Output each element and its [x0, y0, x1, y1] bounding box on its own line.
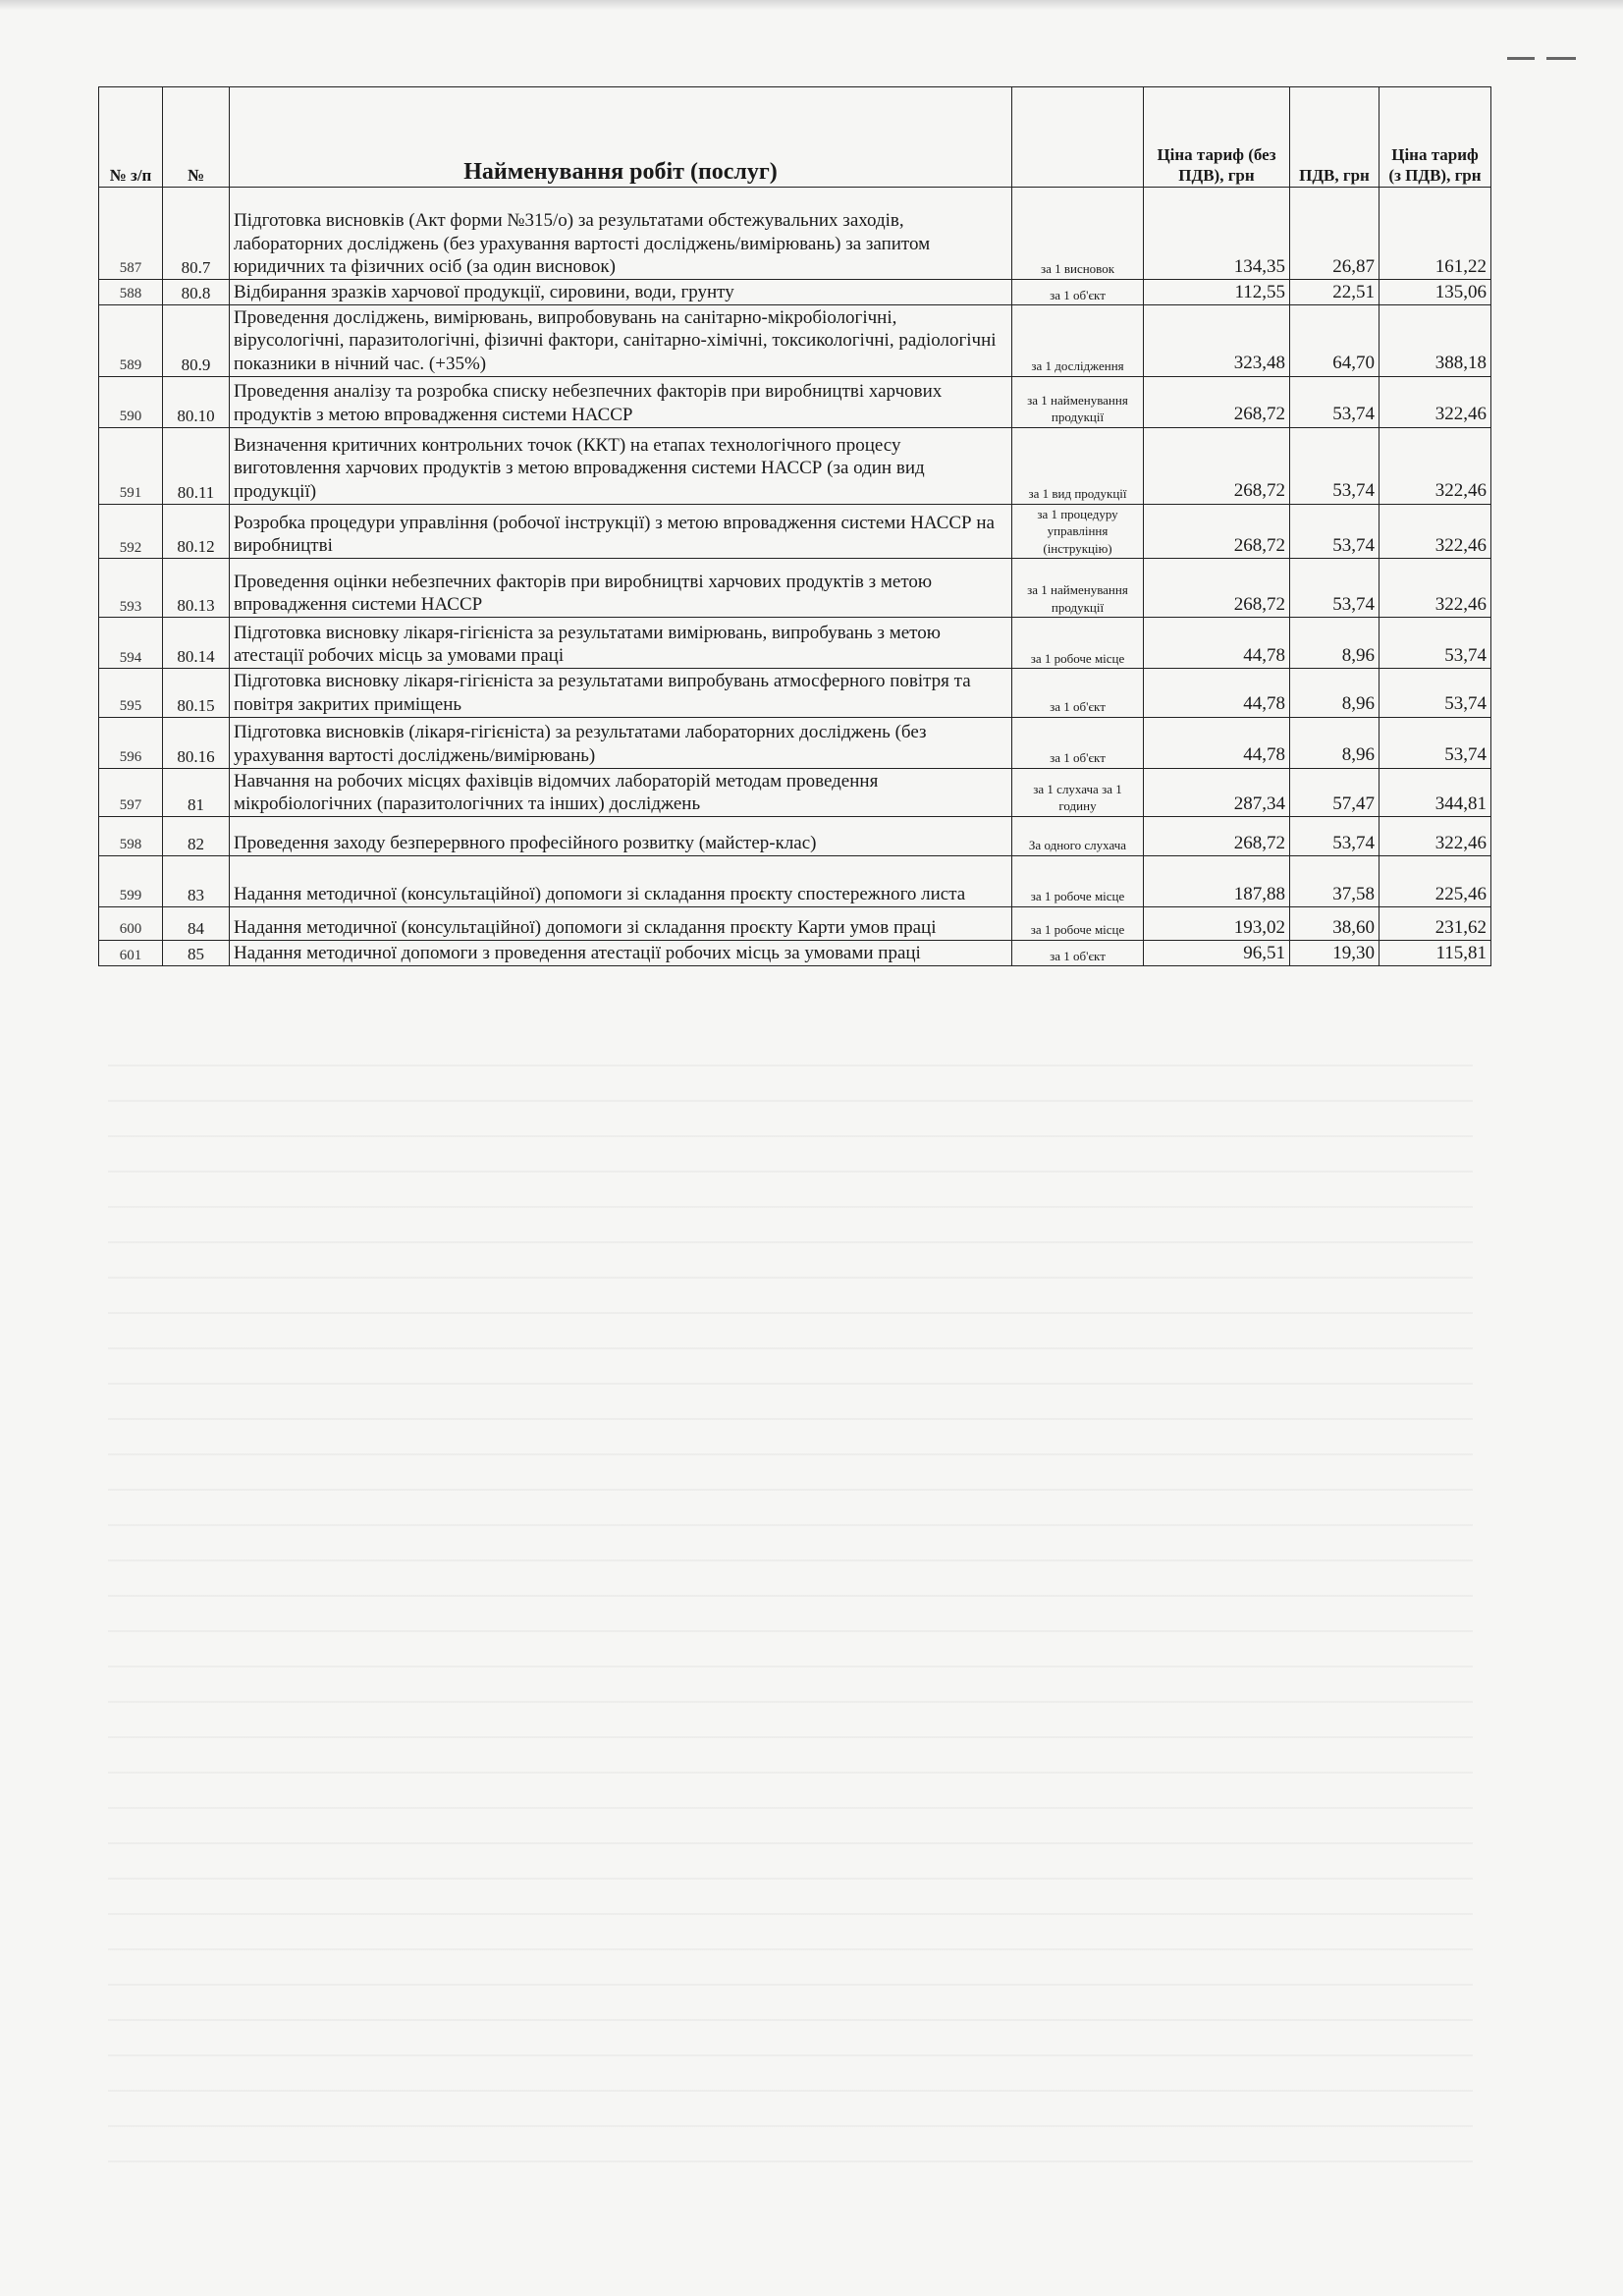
row-service-name: Відбирання зразків харчової продукції, сировини, води, грунту — [230, 280, 1012, 305]
row-code: 85 — [163, 941, 230, 966]
table-row — [99, 768, 1491, 816]
row-price-with-vat: 388,18 — [1380, 305, 1491, 377]
row-price-without-vat: 44,78 — [1144, 669, 1290, 717]
row-price-without-vat: 112,55 — [1144, 280, 1290, 305]
row-code: 80.9 — [163, 305, 230, 377]
row-vat: 57,47 — [1290, 768, 1380, 816]
row-service-name: Підготовка висновків (лікаря-гігієніста) за результатами лабораторних досліджень (без урахування вартості досліджень/вимірювань) — [230, 717, 1012, 768]
row-price-with-vat: 161,22 — [1380, 188, 1491, 280]
row-unit: за 1 процедуру управління (інструкцію) — [1012, 504, 1144, 559]
table-row — [99, 427, 1491, 504]
row-index: 597 — [99, 768, 163, 816]
row-price-without-vat: 134,35 — [1144, 188, 1290, 280]
row-price-without-vat: 44,78 — [1144, 618, 1290, 669]
row-vat: 8,96 — [1290, 618, 1380, 669]
row-unit: за 1 висновок — [1012, 188, 1144, 280]
row-code: 80.16 — [163, 717, 230, 768]
row-unit: за 1 дослідження — [1012, 305, 1144, 377]
row-index: 588 — [99, 280, 163, 305]
scan-top-edge — [0, 0, 1623, 10]
row-unit: за 1 об'єкт — [1012, 941, 1144, 966]
table-row — [99, 669, 1491, 717]
row-service-name: Визначення критичних контрольних точок (ККТ) на етапах технологічного процесу виготовлення харчових продуктів з метою впровадження системи НАССР (за один вид продукції) — [230, 427, 1012, 504]
row-service-name: Навчання на робочих місцях фахівців відомчих лабораторій методам проведення мікробіологічних (паразитологічних та інших) досліджень — [230, 768, 1012, 816]
row-code: 81 — [163, 768, 230, 816]
row-service-name: Проведення оцінки небезпечних факторів при виробництві харчових продуктів з метою впровадження системи НАССР — [230, 559, 1012, 618]
row-index: 595 — [99, 669, 163, 717]
row-price-without-vat: 268,72 — [1144, 427, 1290, 504]
row-index: 587 — [99, 188, 163, 280]
row-price-without-vat: 268,72 — [1144, 817, 1290, 856]
row-service-name: Надання методичної (консультаційної) допомоги зі складання проєкту спостережного листа — [230, 856, 1012, 907]
row-unit: за 1 робоче місце — [1012, 856, 1144, 907]
row-index: 594 — [99, 618, 163, 669]
row-unit: за 1 робоче місце — [1012, 618, 1144, 669]
row-unit: за 1 вид продукції — [1012, 427, 1144, 504]
row-service-name: Підготовка висновку лікаря-гігієніста за результатами вимірювань, випробувань з метою атестації робочих місць за умовами праці — [230, 618, 1012, 669]
row-vat: 37,58 — [1290, 856, 1380, 907]
row-vat: 53,74 — [1290, 376, 1380, 427]
row-index: 599 — [99, 856, 163, 907]
row-vat: 19,30 — [1290, 941, 1380, 966]
table-body — [99, 188, 1491, 966]
row-vat: 38,60 — [1290, 907, 1380, 941]
row-index: 590 — [99, 376, 163, 427]
row-vat: 53,74 — [1290, 817, 1380, 856]
row-price-with-vat: 322,46 — [1380, 427, 1491, 504]
row-price-without-vat: 323,48 — [1144, 305, 1290, 377]
table-header-row — [99, 87, 1491, 188]
row-index: 589 — [99, 305, 163, 377]
table-row — [99, 907, 1491, 941]
row-vat: 8,96 — [1290, 669, 1380, 717]
row-price-without-vat: 187,88 — [1144, 856, 1290, 907]
header-index: № з/п — [99, 87, 163, 188]
bleed-through-shadow — [108, 1031, 1473, 2190]
row-price-with-vat: 344,81 — [1380, 768, 1491, 816]
row-code: 80.8 — [163, 280, 230, 305]
row-index: 601 — [99, 941, 163, 966]
row-code: 80.7 — [163, 188, 230, 280]
page-corner-mark — [1507, 55, 1576, 63]
row-unit: за 1 найменування продукції — [1012, 376, 1144, 427]
row-index: 596 — [99, 717, 163, 768]
row-price-without-vat: 268,72 — [1144, 376, 1290, 427]
row-service-name: Надання методичної (консультаційної) допомоги зі складання проєкту Карти умов праці — [230, 907, 1012, 941]
row-unit: за 1 об'єкт — [1012, 280, 1144, 305]
row-price-with-vat: 53,74 — [1380, 669, 1491, 717]
row-price-with-vat: 115,81 — [1380, 941, 1491, 966]
row-price-without-vat: 268,72 — [1144, 559, 1290, 618]
row-price-without-vat: 287,34 — [1144, 768, 1290, 816]
table-row — [99, 559, 1491, 618]
row-code: 80.12 — [163, 504, 230, 559]
table-row — [99, 618, 1491, 669]
row-index: 598 — [99, 817, 163, 856]
row-unit: за 1 об'єкт — [1012, 669, 1144, 717]
row-service-name: Проведення аналізу та розробка списку небезпечних факторів при виробництві харчових продуктів з метою впровадження системи НАССР — [230, 376, 1012, 427]
table-row — [99, 504, 1491, 559]
tariff-table — [98, 86, 1491, 966]
table-row — [99, 376, 1491, 427]
table-row — [99, 717, 1491, 768]
row-service-name: Проведення заходу безперервного професійного розвитку (майстер-клас) — [230, 817, 1012, 856]
row-vat: 53,74 — [1290, 504, 1380, 559]
row-vat: 53,74 — [1290, 559, 1380, 618]
row-index: 592 — [99, 504, 163, 559]
header-unit — [1012, 87, 1144, 188]
row-vat: 64,70 — [1290, 305, 1380, 377]
row-index: 593 — [99, 559, 163, 618]
row-service-name: Проведення досліджень, вимірювань, випробовувань на санітарно-мікробіологічні, вірусологічні, паразитологічні, фізичні фактори, санітарно-хімічні, токсикологічні, радіологічні показники в нічний час. (+35%) — [230, 305, 1012, 377]
row-price-with-vat: 322,46 — [1380, 376, 1491, 427]
row-unit: За одного слухача — [1012, 817, 1144, 856]
row-service-name: Розробка процедури управління (робочої інструкції) з метою впровадження системи НАССР на виробництві — [230, 504, 1012, 559]
header-price-with-vat: Ціна тариф (з ПДВ), грн — [1380, 87, 1491, 188]
row-price-with-vat: 53,74 — [1380, 717, 1491, 768]
table-row — [99, 280, 1491, 305]
row-price-without-vat: 96,51 — [1144, 941, 1290, 966]
row-service-name: Надання методичної допомоги з проведення атестації робочих місць за умовами праці — [230, 941, 1012, 966]
row-service-name: Підготовка висновку лікаря-гігієніста за результатами випробувань атмосферного повітря та повітря закритих приміщень — [230, 669, 1012, 717]
row-vat: 8,96 — [1290, 717, 1380, 768]
table-row — [99, 188, 1491, 280]
table-row — [99, 941, 1491, 966]
row-price-with-vat: 322,46 — [1380, 504, 1491, 559]
row-price-with-vat: 322,46 — [1380, 559, 1491, 618]
header-service-name: Найменування робіт (послуг) — [230, 87, 1012, 188]
row-index: 591 — [99, 427, 163, 504]
row-code: 80.11 — [163, 427, 230, 504]
header-code: № — [163, 87, 230, 188]
row-code: 82 — [163, 817, 230, 856]
row-code: 80.14 — [163, 618, 230, 669]
row-price-with-vat: 225,46 — [1380, 856, 1491, 907]
row-vat: 53,74 — [1290, 427, 1380, 504]
row-code: 80.10 — [163, 376, 230, 427]
row-unit: за 1 слухача за 1 годину — [1012, 768, 1144, 816]
table-row — [99, 856, 1491, 907]
row-unit: за 1 об'єкт — [1012, 717, 1144, 768]
row-price-with-vat: 53,74 — [1380, 618, 1491, 669]
row-price-without-vat: 268,72 — [1144, 504, 1290, 559]
row-price-with-vat: 231,62 — [1380, 907, 1491, 941]
row-service-name: Підготовка висновків (Акт форми №315/о) за результатами обстежувальних заходів, лабораторних досліджень (без урахування вартості досліджень/вимірювань) за запитом юридичних та фізичних осіб (за один висновок) — [230, 188, 1012, 280]
header-vat: ПДВ, грн — [1290, 87, 1380, 188]
table-row — [99, 817, 1491, 856]
row-code: 83 — [163, 856, 230, 907]
row-code: 84 — [163, 907, 230, 941]
table-row — [99, 305, 1491, 377]
row-unit: за 1 найменування продукції — [1012, 559, 1144, 618]
row-index: 600 — [99, 907, 163, 941]
row-code: 80.13 — [163, 559, 230, 618]
row-unit: за 1 робоче місце — [1012, 907, 1144, 941]
row-price-with-vat: 135,06 — [1380, 280, 1491, 305]
row-vat: 22,51 — [1290, 280, 1380, 305]
row-code: 80.15 — [163, 669, 230, 717]
row-vat: 26,87 — [1290, 188, 1380, 280]
row-price-with-vat: 322,46 — [1380, 817, 1491, 856]
row-price-without-vat: 44,78 — [1144, 717, 1290, 768]
row-price-without-vat: 193,02 — [1144, 907, 1290, 941]
header-price-without-vat: Ціна тариф (без ПДВ), грн — [1144, 87, 1290, 188]
